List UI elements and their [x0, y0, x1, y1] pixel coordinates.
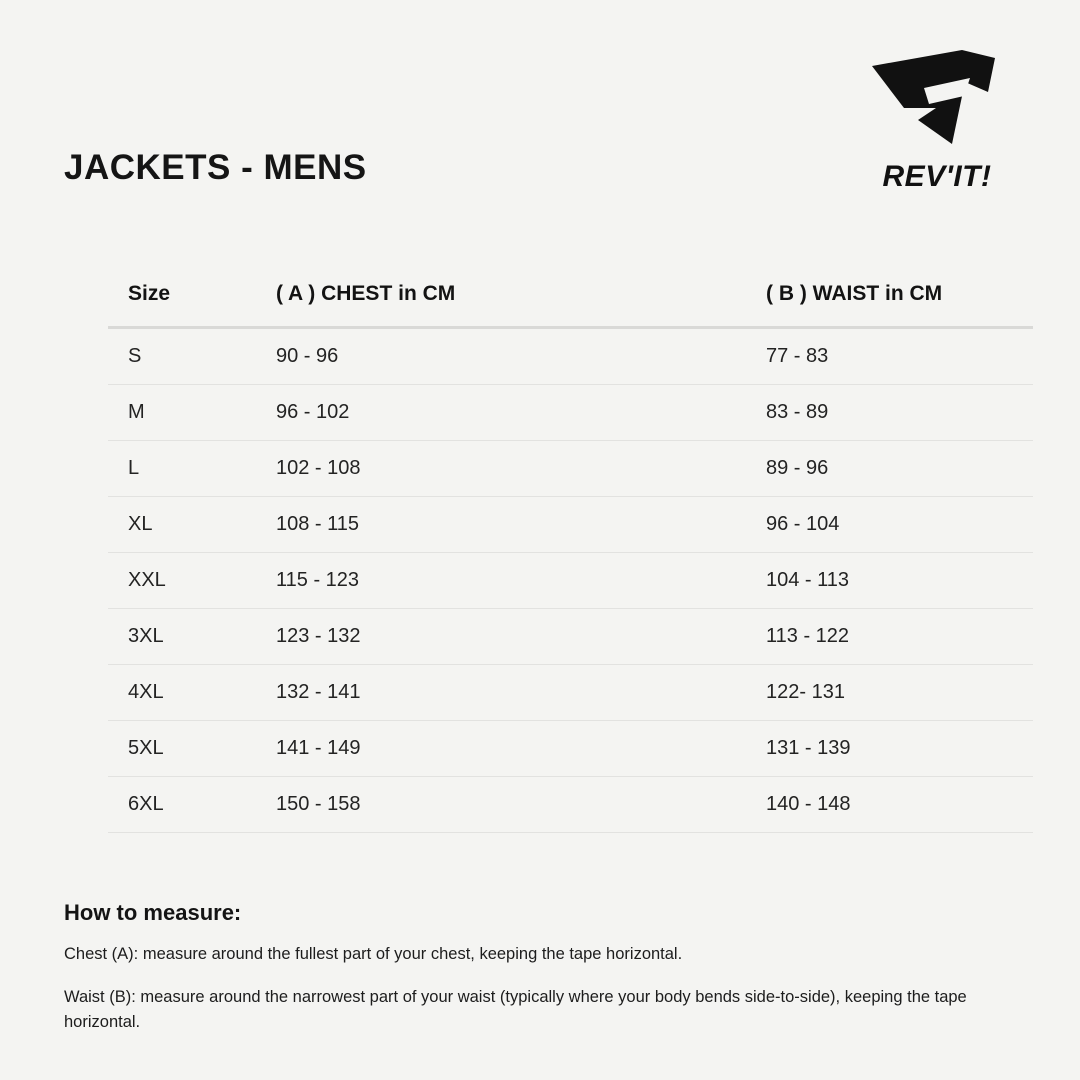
table-row	[108, 328, 1033, 385]
table-row	[108, 441, 1033, 497]
cell-waist: 77 - 83	[766, 345, 829, 367]
cell-waist: 83 - 89	[766, 401, 829, 423]
cell-waist: 89 - 96	[766, 457, 829, 479]
page-header	[0, 0, 1080, 240]
table-row	[108, 497, 1033, 553]
cell-chest: 141 - 149	[276, 737, 361, 759]
cell-waist: 113 - 122	[766, 625, 850, 647]
table-header	[108, 262, 1033, 328]
table-row	[108, 553, 1033, 609]
column-header-waist: ( B ) WAIST in CM	[766, 282, 943, 305]
revit-chevron-logo-icon	[866, 48, 1001, 153]
cell-chest: 123 - 132	[276, 625, 361, 647]
table-row	[108, 777, 1033, 833]
cell-chest: 102 - 108	[276, 457, 361, 479]
table-header-row	[108, 262, 1033, 328]
cell-size: XXL	[128, 569, 166, 591]
cell-chest: 90 - 96	[276, 345, 339, 367]
how-to-measure-waist: Waist (B): measure around the narrowest part of your waist (typically where your body bends side-to-side), keeping the tape horizontal.	[64, 987, 967, 1031]
cell-waist: 104 - 113	[766, 569, 850, 591]
table-row	[108, 721, 1033, 777]
brand-wordmark: REV'IT!	[882, 160, 992, 193]
table-row	[108, 385, 1033, 441]
brand-logo	[852, 48, 1022, 198]
cell-chest: 115 - 123	[276, 569, 360, 591]
cell-size: XL	[128, 513, 153, 535]
cell-chest: 108 - 115	[276, 513, 360, 535]
page-title: JACKETS - MENS	[64, 148, 367, 187]
cell-size: S	[128, 345, 142, 367]
cell-size: L	[128, 457, 140, 479]
cell-waist: 140 - 148	[766, 793, 851, 815]
how-to-measure-chest: Chest (A): measure around the fullest part of your chest, keeping the tape horizontal.	[64, 945, 683, 963]
cell-waist: 96 - 104	[766, 513, 840, 535]
cell-size: 4XL	[128, 681, 164, 703]
column-header-size: Size	[128, 282, 171, 305]
table-row	[108, 609, 1033, 665]
table-row	[108, 665, 1033, 721]
cell-size: M	[128, 401, 145, 423]
table-body	[108, 328, 1033, 833]
cell-size: 3XL	[128, 625, 164, 647]
how-to-measure-section	[64, 900, 1014, 1034]
how-to-measure-title: How to measure:	[64, 900, 242, 925]
size-table	[108, 262, 1033, 833]
cell-chest: 96 - 102	[276, 401, 350, 423]
cell-size: 5XL	[128, 737, 164, 759]
cell-waist: 122- 131	[766, 681, 845, 703]
cell-waist: 131 - 139	[766, 737, 851, 759]
cell-size: 6XL	[128, 793, 164, 815]
column-header-chest: ( A ) CHEST in CM	[276, 282, 456, 305]
cell-chest: 132 - 141	[276, 681, 361, 703]
cell-chest: 150 - 158	[276, 793, 361, 815]
